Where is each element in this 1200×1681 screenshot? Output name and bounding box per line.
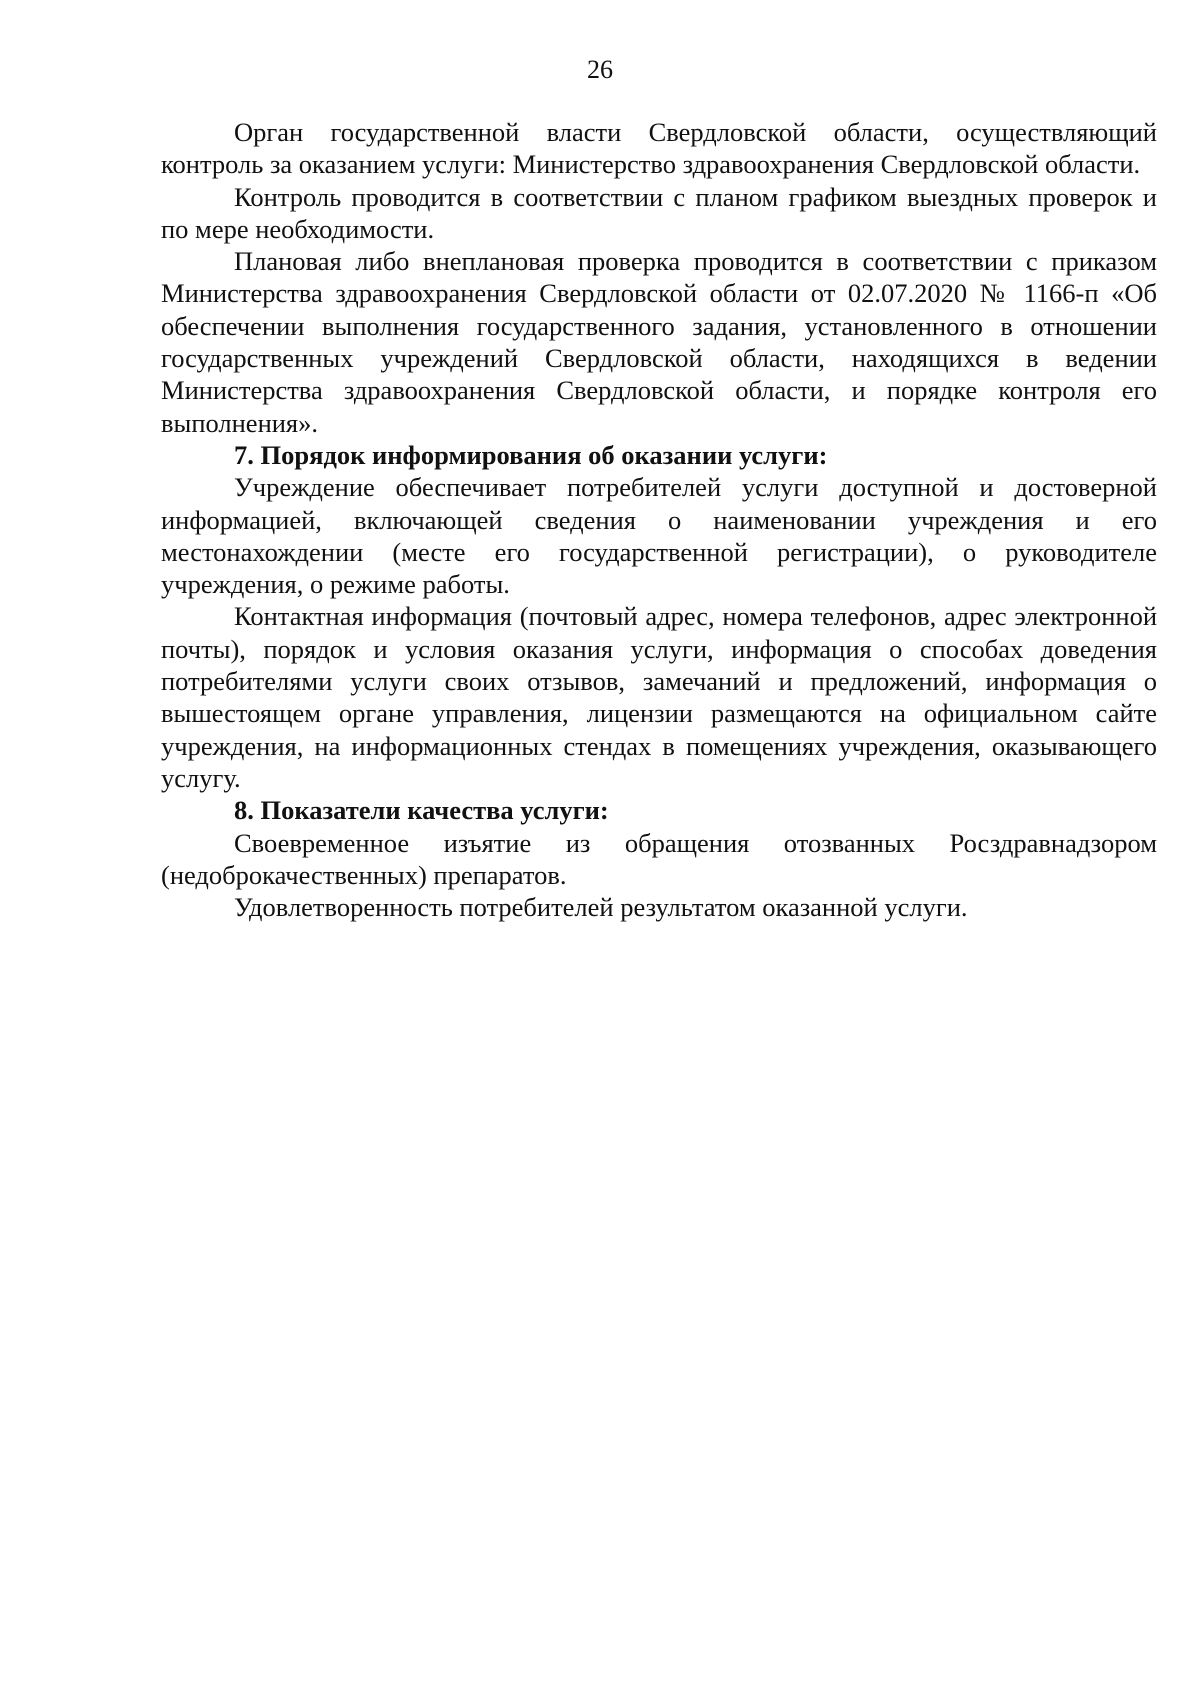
paragraph-informing-consumers: Учреждение обеспечивает потребителей услуги доступной и достоверной информацией, включающей сведения о наименовании учреждения и его местонахождении (месте его государственной регистрации), о руководителе учреждения, о режиме работы.	[161, 472, 1157, 600]
paragraph-consumer-satisfaction: Удовлетворенность потребителей результатом оказанной услуги.	[234, 892, 968, 923]
paragraph-control-authority: Орган государственной власти Свердловской области, осуществляющий контроль за оказанием услуги: Министерство здравоохранения Свердловской области.	[161, 117, 1157, 180]
paragraph-inspection-order: Плановая либо внеплановая проверка проводится в соответствии с приказом Министерства здравоохранения Свердловской области от 02.07.2020 № 1166-п «Об обеспечении выполнения государственного задания, установленного в отношении государственных учреждений Свердловской области, находящихся в ведении Министерства здравоохранения Свердловской области, и порядке контроля его выполнения».	[161, 246, 1157, 438]
paragraph-contact-information: Контактная информация (почтовый адрес, номера телефонов, адрес электронной почты), порядок и условия оказания услуги, информация о способах доведения потребителями услуги своих отзывов, замечаний и предложений, информация о вышестоящем органе управления, лицензии размещаются на официальном сайте учреждения, на информационных стендах в помещениях учреждения, оказывающего услугу.	[161, 601, 1157, 793]
page-number: 26	[587, 55, 613, 84]
section-heading-quality: 8. Показатели качества услуги:	[234, 795, 609, 826]
section-heading-informing: 7. Порядок информирования об оказании услуги:	[234, 439, 828, 470]
paragraph-control-schedule: Контроль проводится в соответствии с планом графиком выездных проверок и по мере необходимости.	[161, 181, 1157, 244]
paragraph-timely-withdrawal: Своевременное изъятие из обращения отозванных Росздравнадзором (недоброкачественных) препаратов.	[161, 827, 1157, 890]
document-body	[161, 116, 1157, 923]
